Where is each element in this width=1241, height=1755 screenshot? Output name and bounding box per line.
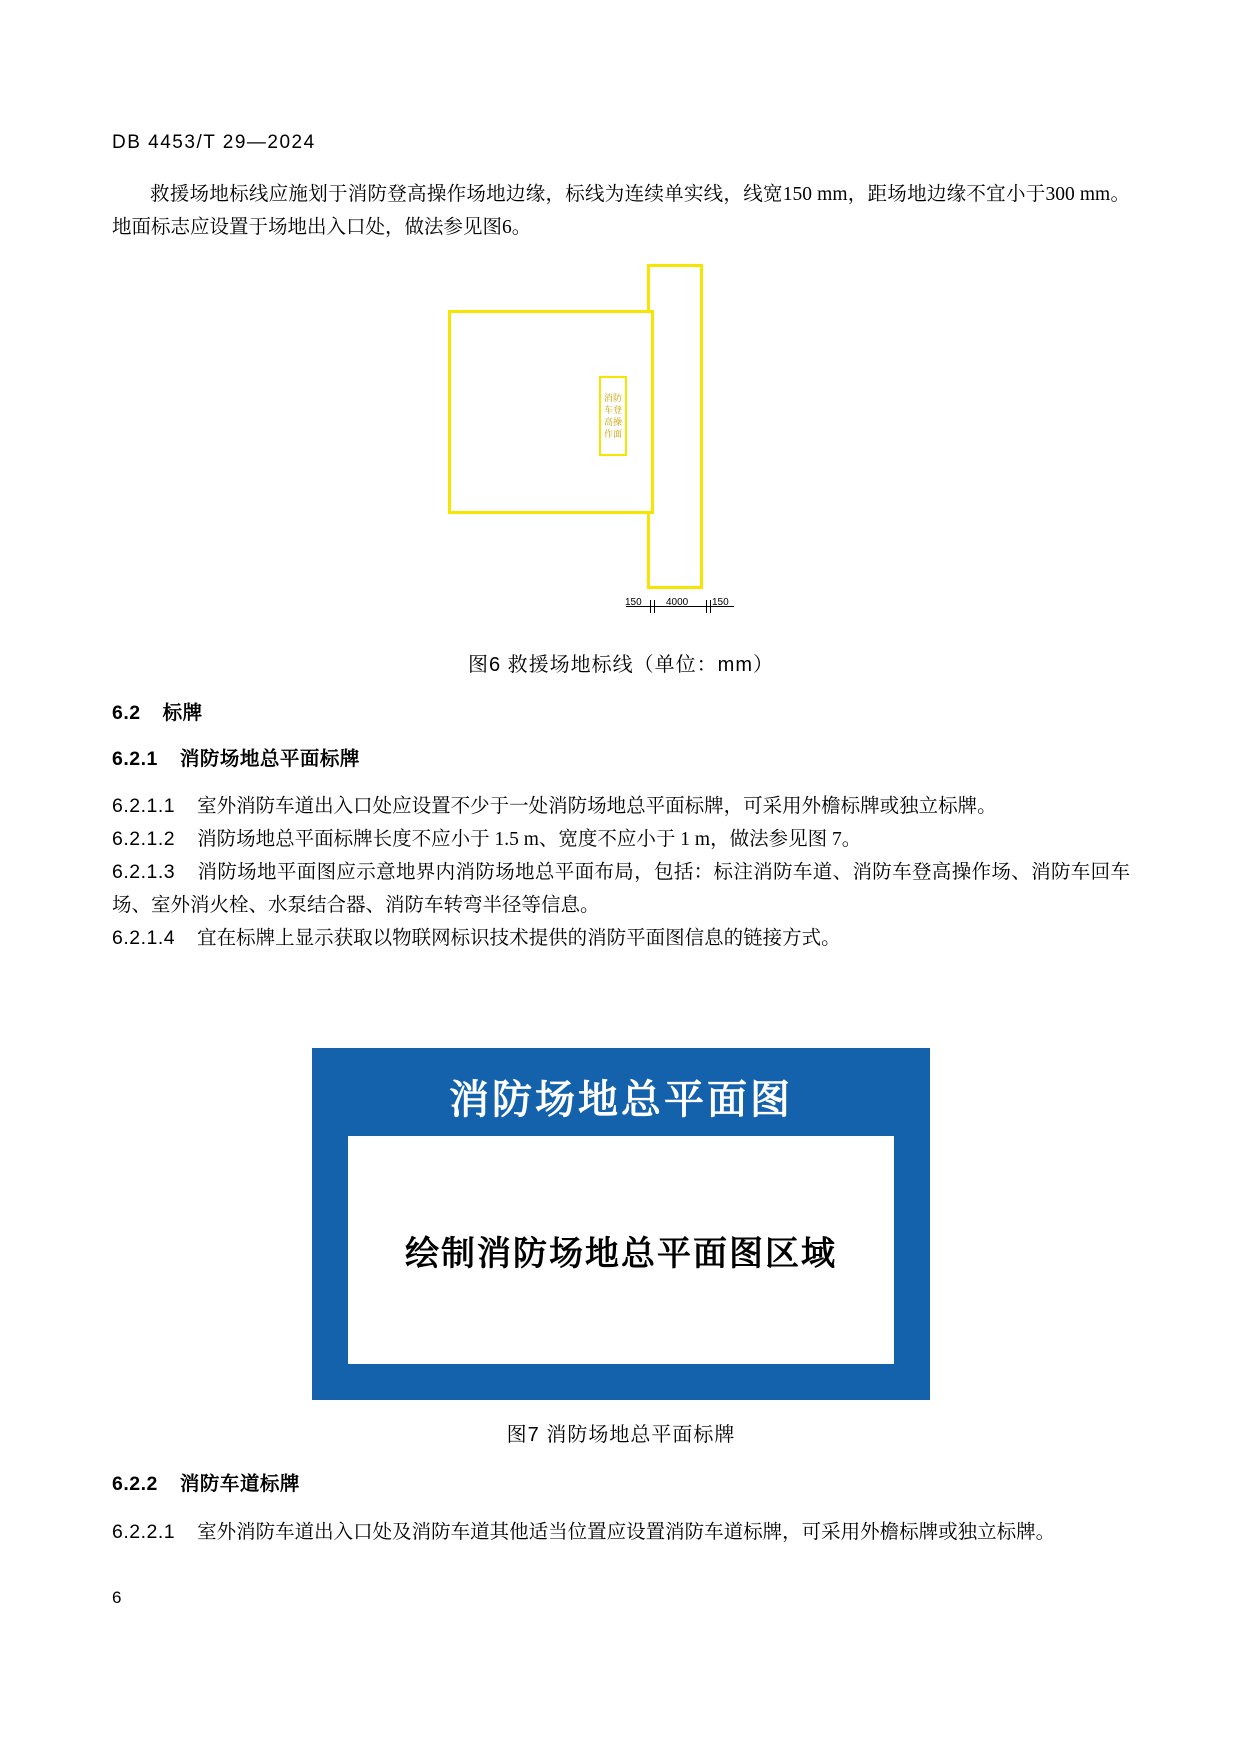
section-6-2 [112,697,1130,730]
clause-6-2-1-3 [112,856,1130,922]
sign-line-3: 高操 [603,417,622,427]
dimension-label-left: 150 [625,597,642,608]
section-6-2-number: 6.2 [112,702,141,724]
intro-paragraph: 救援场地标线应施划于消防登高操作场地边缘，标线为连续单实线，线宽150 mm，距场地边缘不宜小于300 mm。地面标志应设置于场地出入口处，做法参见图6。 [112,184,1130,238]
dimension-tick-4 [710,600,711,613]
clause-6-2-1-1-text: 室外消防车道出入口处应设置不少于一处消防场地总平面标牌，可采用外檐标牌或独立标牌。 [197,796,997,817]
clause-6-2-1-2-text: 消防场地总平面标牌长度不应小于 1.5 m、宽度不应小于 1 m，做法参见图 7。 [197,829,862,850]
page-content [112,0,1130,1755]
section-6-2-2-title: 消防车道标牌 [179,1473,300,1495]
section-6-2-1 [112,743,1130,776]
figure-6-caption: 图6 救援场地标线（单位：mm） [468,654,774,676]
dimension-label-middle: 4000 [666,597,689,608]
clause-6-2-1-2-number: 6.2.1.2 [112,828,176,850]
fire-lane-rectangle [647,264,703,589]
clause-6-2-1-1 [112,790,1130,823]
clause-6-2-1-2 [112,823,1130,856]
dimension-tick-1 [650,600,651,613]
clause-6-2-1-4-number: 6.2.1.4 [112,927,176,949]
dimension-label-right: 150 [712,597,729,608]
section-6-2-title: 标牌 [162,702,203,724]
clause-6-2-2-1-text: 室外消防车道出入口处及消防车道其他适当位置应设置消防车道标牌，可采用外檐标牌或独立标牌。 [197,1522,1056,1543]
figure-7-plan-area-text: 绘制消防场地总平面图区域 [405,1234,837,1273]
section-6-2-2 [112,1468,1130,1501]
sign-line-2: 车登 [603,405,622,415]
figure-6 [112,258,1130,628]
dimension-tick-3 [706,600,707,613]
sign-line-4: 作面 [603,429,622,439]
figure-7-plan-area [348,1136,894,1364]
page-header: DB 4453/T 29—2024 [112,132,316,153]
section-6-2-1-number: 6.2.1 [112,748,158,770]
clause-6-2-1-1-number: 6.2.1.1 [112,795,176,817]
figure-7-caption: 图7 消防场地总平面标牌 [506,1424,736,1446]
clause-6-2-1-4 [112,922,1130,955]
dimension-line [626,598,734,614]
clause-6-2-1-3-number: 6.2.1.3 [112,861,176,883]
section-6-2-1-title: 消防场地总平面标牌 [179,748,360,770]
sign-line-1: 消防 [603,393,622,403]
dimension-tick-2 [654,600,655,613]
figure-7-signboard [312,1048,930,1400]
clause-6-2-2-1-number: 6.2.2.1 [112,1521,176,1543]
clause-6-2-1-4-text: 宜在标牌上显示获取以物联网标识技术提供的消防平面图信息的链接方式。 [197,928,841,949]
ground-marking-sign [599,376,627,456]
page-number: 6 [112,1588,122,1607]
clause-6-2-2-1 [112,1516,1130,1549]
clause-6-2-1-3-text: 消防场地平面图应示意地界内消防场地总平面布局，包括：标注消防车道、消防车登高操作场、消防车回车场、室外消火栓、水泵结合器、消防车转弯半径等信息。 [112,862,1130,916]
figure-7-title: 消防场地总平面图 [449,1078,793,1122]
figure-6-drawing [412,258,832,628]
section-6-2-2-number: 6.2.2 [112,1473,158,1495]
